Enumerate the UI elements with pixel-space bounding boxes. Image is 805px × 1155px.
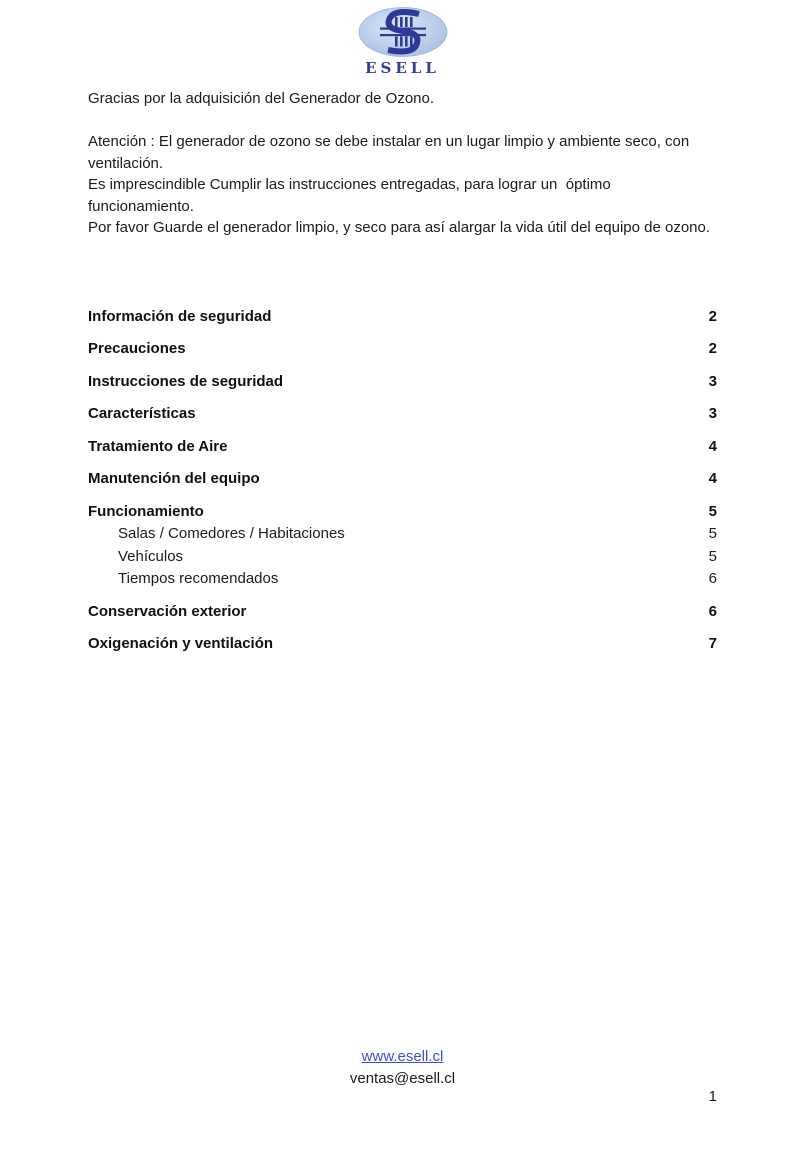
attention-line-1: Atención : El generador de ozono se debe instalar en un lugar limpio y ambiente seco, con ventilación. xyxy=(88,133,694,172)
esell-logo xyxy=(348,6,458,77)
attention-line-3: Por favor Guarde el generador limpio, y seco para así alargar la vida útil del equipo de ozono. xyxy=(88,219,711,236)
toc-entry-salas-comedores-habitaciones[interactable] xyxy=(88,523,717,544)
toc-page-number: 5 xyxy=(708,525,717,542)
website-link[interactable]: www.esell.cl xyxy=(361,1048,444,1065)
greeting-text: Gracias por la adquisición del Generador de Ozono. xyxy=(88,90,435,107)
toc-entry-manutencion-del-equipo[interactable] xyxy=(88,468,717,489)
toc-page-number: 4 xyxy=(708,470,717,487)
toc-entry-label: Oxigenación y ventilación xyxy=(88,635,274,652)
toc-entry-label: Precauciones xyxy=(88,340,186,357)
toc-entry-label: Características xyxy=(88,405,196,422)
email-text: ventas@esell.cl xyxy=(349,1069,456,1087)
toc-page-number: 5 xyxy=(708,547,717,565)
table-of-contents xyxy=(88,294,717,654)
toc-entry-oxigenacion-y-ventilacion[interactable] xyxy=(88,633,717,654)
toc-entry-label: Vehículos xyxy=(118,547,184,565)
toc-entry-vehiculos[interactable] xyxy=(88,546,717,567)
attention-line-2: Es imprescindible Cumplir las instrucciones entregadas, para lograr un óptimo funcionamiento. xyxy=(88,176,615,215)
intro-paragraphs xyxy=(88,88,718,239)
toc-page-number: 3 xyxy=(708,405,717,422)
toc-page-number: 6 xyxy=(708,570,717,587)
page-footer xyxy=(0,1046,805,1089)
toc-entry-label: Instrucciones de seguridad xyxy=(88,372,284,390)
toc-page-number: 2 xyxy=(708,340,717,357)
toc-entry-precauciones[interactable] xyxy=(88,338,717,359)
toc-page-number: 3 xyxy=(708,372,717,390)
brand-name: ESELL xyxy=(365,59,440,77)
toc-entry-label: Tiempos recomendados xyxy=(118,570,279,587)
page-number: 1 xyxy=(708,1088,717,1105)
toc-entry-label: Información de seguridad xyxy=(88,307,272,325)
toc-page-number: 6 xyxy=(708,602,717,620)
toc-page-number: 2 xyxy=(708,307,717,325)
toc-entry-instrucciones-de-seguridad[interactable] xyxy=(88,371,717,392)
toc-entry-funcionamiento[interactable] xyxy=(88,501,717,522)
toc-entry-label: Salas / Comedores / Habitaciones xyxy=(118,525,345,542)
toc-entry-caracteristicas[interactable] xyxy=(88,403,717,424)
toc-page-number: 5 xyxy=(708,502,717,520)
toc-entry-label: Manutención del equipo xyxy=(88,470,260,487)
toc-entry-label: Funcionamiento xyxy=(88,502,204,520)
toc-entry-informacion-de-seguridad[interactable] xyxy=(88,306,717,327)
toc-entry-label: Tratamiento de Aire xyxy=(88,437,228,455)
toc-page-number: 7 xyxy=(708,635,717,652)
toc-entry-tiempos-recomendados[interactable] xyxy=(88,568,717,589)
toc-entry-conservacion-exterior[interactable] xyxy=(88,601,717,622)
toc-entry-label: Conservación exterior xyxy=(88,602,247,620)
toc-page-number: 4 xyxy=(708,437,717,455)
esell-logo-mark-icon xyxy=(357,6,449,58)
toc-entry-tratamiento-de-aire[interactable] xyxy=(88,436,717,457)
